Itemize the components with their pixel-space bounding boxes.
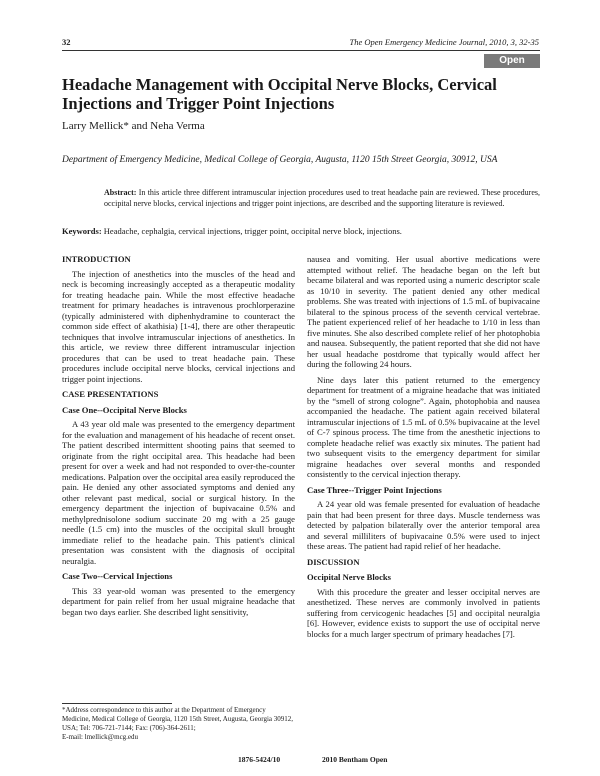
footnote-email: E-mail: lmellick@mcg.edu	[62, 733, 139, 741]
issn: 1876-5424/10	[238, 755, 281, 764]
keywords-label: Keywords:	[62, 226, 102, 236]
subsection-heading-case-one: Case One--Occipital Nerve Blocks	[62, 404, 187, 415]
subsection-heading-case-three: Case Three--Trigger Point Injections	[307, 484, 442, 495]
abstract-label: Abstract:	[104, 188, 137, 197]
author-affiliation: Department of Emergency Medicine, Medical College of Georgia, Augusta, 1120 15th Street Georgia, 30912, USA	[62, 155, 498, 165]
article-title: Headache Management with Occipital Nerve Blocks, Cervical Injections and Trigger Point Injections	[62, 75, 497, 113]
keywords-text: Headache, cephalgia, cervical injections, trigger point, occipital nerve block, injections.	[101, 226, 402, 236]
subsection-heading-case-two: Case Two--Cervical Injections	[62, 571, 173, 581]
correspondence-footnote	[62, 706, 295, 742]
header-divider	[62, 50, 540, 51]
section-heading-case-presentations: CASE PRESENTATIONS	[62, 389, 159, 399]
subsection-heading-occipital-nerve-blocks: Occipital Nerve Blocks	[307, 572, 392, 582]
section-heading-introduction: INTRODUCTION	[62, 254, 131, 264]
journal-citation: The Open Emergency Medicine Journal, 2010, 3, 32-35	[349, 37, 539, 47]
paragraph: A 43 year old male was presented to the emergency department for the evaluation and management of his headache of recent onset. The patient described intermittent shooting pains that seemed to originate from the right occipital area. This headache had been present for over a week and had not responded to over-the-counter medications. Palpation over the occipital area easily reproduced the pain. He denied any other associated symptoms and denied any other relevant past medical, social or surgical history. In the emergency department the injection of bupivacaine 0.5% and methylprednisolone sodium succinate 20 mg with a 25 gauge needle (1.5 cm) into the muscles of the occipital skull brought immediate relief to the headache pain. This patient's clinical presentation was consistent with the diagnosis of occipital neuralgia.	[62, 419, 295, 566]
paragraph: This 33 year-old woman was presented to the emergency department for pain relief from her usual migraine headache that began two days earlier. She described light sensitivity,	[62, 585, 295, 617]
abstract	[104, 187, 540, 209]
publisher-line: 2010 Bentham Open	[322, 755, 388, 764]
paragraph: nausea and vomiting. Her usual abortive medications were attempted without relief. The headache began on the left but became bilateral and was reported using a numeric descriptor scale as 10/10 in severity. The patient denied any other medical problems. She was treated with injections of 1.5 mL of bupivacaine bilateral to the spinous process of the seventh cervical vertebrae. The patient experienced relief of her headache to 1/10 in less than five minutes. She also described complete relief of her photophobia and nausea. Subsequently, the patient reported that she did not have her usual headache postdrome that typically would affect her during the following 24 hours.	[307, 254, 540, 369]
paragraph: Nine days later this patient returned to the emergency department for treatment of a migraine headache that was initiated by the “smell of strong cologne”. Again, photophobia and nausea accompanied the headache. The patient again received bilateral intramuscular injections of 1.5 mL of 0.5% bupivacaine at the level of C-7 spinous process. The time from the anesthetic injections to complete headache relief was exactly six minutes. The patient had two subsequent visits to the emergency department for similar migraine headaches over several months and responded consistently to the cervical injection therapy.	[307, 374, 540, 479]
open-access-badge: Open Access	[484, 54, 540, 68]
paragraph: The injection of anesthetics into the muscles of the head and neck is becoming increasingly accepted as a therapeutic modality for treating headache pain. While the most effective headache treatment for primary headaches is intravenous prochlorperazine (typically administered with diphenhydramine to counteract the common side effect of akathisia) [1-4], there are other therapeutic techniques that involve intramuscular injections of anesthetics. In this article, we review three different intramuscular injection procedures that can be used to treat headache pain. These procedures include occipital nerve blocks, cervical injections and trigger point injections.	[62, 268, 295, 384]
page-number: 32	[62, 37, 71, 47]
footnote-text: *Address correspondence to this author at the Department of Emergency Medicine, Medical College of Georgia, 1120 15th Street, Augusta, Georgia 30912, USA; Tel: 706-721-7144; Fax: (706)-364-2611;	[62, 706, 294, 732]
footnote-divider	[62, 703, 172, 704]
article-authors: Larry Mellick* and Neha Verma	[62, 120, 205, 132]
keywords	[62, 226, 540, 236]
right-column	[307, 254, 540, 639]
section-heading-discussion: DISCUSSION	[307, 556, 360, 567]
paragraph: A 24 year old was female presented for evaluation of headache pain that had been present for three days. Muscle tenderness was detected by palpation bilaterally over the anterior temporal area and several milliliters of bupivacaine 0.5% were used to inject these areas. The patient had rapid relief of her headache.	[307, 499, 540, 551]
paragraph: With this procedure the greater and lesser occipital nerves are anesthetized. These nerves are commonly involved in patients suffering from cervicogenic headaches [5] and occipital neuralgia [6]. However, evidence exists to support the use of occipital nerve blocks for a much larger spectrum of primary headaches [7].	[307, 586, 540, 639]
left-column	[62, 254, 295, 617]
abstract-text: In this article three different intramuscular injection procedures used to treat headache pain are reviewed. These procedures, occipital nerve blocks, cervical injections and trigger point injections, are described and the supporting literature is reviewed.	[104, 188, 540, 208]
